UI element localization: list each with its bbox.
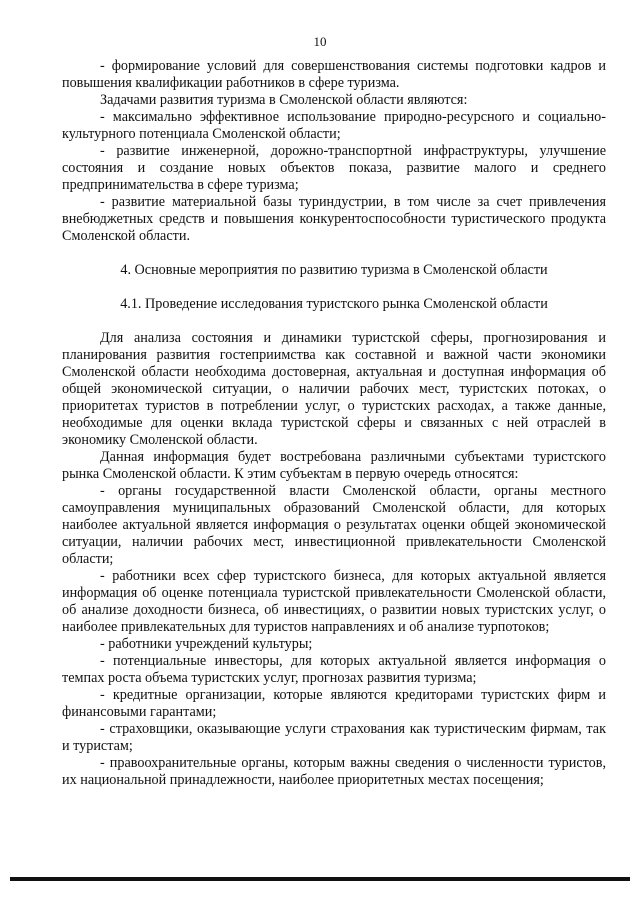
bottom-divider (10, 877, 630, 881)
list-item: - кредитные организации, которые являются кредиторами туристских фирм и финансовыми гарантами; (62, 687, 606, 720)
list-item: - страховщики, оказывающие услуги страхования как туристическим фирмам, так и туристам; (62, 721, 606, 754)
list-item: - органы государственной власти Смоленской области, органы местного самоуправления муниципальных образований Смоленской области, для которых наиболее актуальной является информация о результатах оценки общей экономической ситуации, наличии рабочих мест, инвестиционной привлекательности Смоленской области; (62, 483, 606, 567)
paragraph: - развитие инженерной, дорожно-транспортной инфраструктуры, улучшение состояния и создание новых объектов показа, развитие малого и среднего предпринимательства в сфере туризма; (62, 143, 606, 193)
section-heading-4-1: 4.1. Проведение исследования туристского рынка Смоленской области (120, 296, 548, 312)
list-item: - работники учреждений культуры; (100, 636, 313, 652)
paragraph: Для анализа состояния и динамики туристской сферы, прогнозирования и планирования развития гостеприимства как составной и важной части экономики Смоленской области необходима достоверная, актуальная и доступная информация об общей экономической ситуации, о наличии рабочих мест, туристских потоках, о приоритетах туристов в потреблении услуг, о туристских расходах, а также данные, необходимые для оценки вклада туристской сферы и связанных с ней отраслей в экономику Смоленской области. (62, 330, 606, 448)
paragraph: - развитие материальной базы туриндустрии, в том числе за счет привлечения внебюджетных средств и повышения конкурентоспособности туристического продукта Смоленской области. (62, 194, 606, 244)
research-section (62, 330, 606, 789)
section-heading-4: 4. Основные мероприятия по развитию туризма в Смоленской области (120, 262, 548, 278)
paragraph: - формирование условий для совершенствования системы подготовки кадров и повышения квалификации работников в сфере туризма. (62, 58, 606, 91)
list-item: - правоохранительные органы, которым важны сведения о численности туристов, их национальной принадлежности, наиболее приоритетных местах посещения; (62, 755, 606, 788)
list-item: - потенциальные инвесторы, для которых актуальной является информация о темпах роста объема туристских услуг, прогнозах развития туризма; (62, 653, 606, 686)
page-number: 10 (313, 34, 327, 49)
paragraph: - максимально эффективное использование природно-ресурсного и социально-культурного потенциала Смоленской области; (62, 109, 606, 142)
paragraph: Данная информация будет востребована различными субъектами туристского рынка Смоленской области. К этим субъектам в первую очередь относятся: (62, 449, 606, 482)
list-item: - работники всех сфер туристского бизнеса, для которых актуальной является информация об оценке потенциала туристской привлекательности Смоленской области, об анализе доходности бизнеса, об инвестициях, о развитии новых туристских услуг, о наиболее привлекательных для туристов направлениях и об анализе турпотоков; (62, 568, 606, 635)
paragraph: Задачами развития туризма в Смоленской области являются: (100, 92, 468, 108)
goals-section (62, 58, 606, 245)
